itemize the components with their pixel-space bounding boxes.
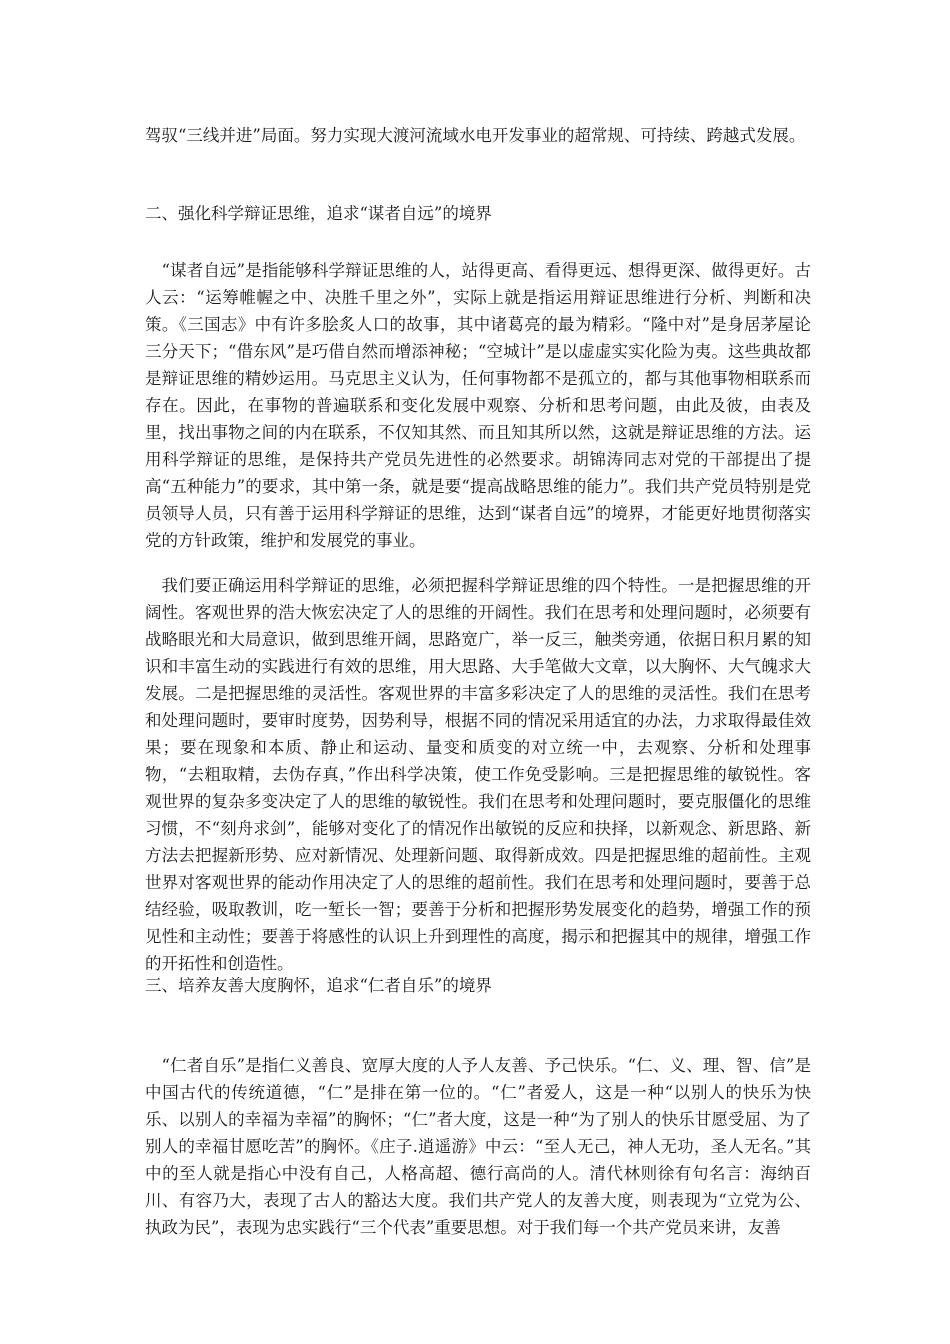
section-3-heading: 三、培养友善大度胸怀，追求“仁者自乐”的境界	[145, 976, 492, 995]
section-3-paragraph-1: “仁者自乐”是指仁义善良、宽厚大度的人予人友善、予己快乐。“仁、义、理、智、信”是中国古代的传统道德，“仁”是排在第一位的。“仁”者爱人，这是一种“以别人的快乐为快乐、以别人的幸福为幸福”的胸怀；“仁”者大度，这是一种“为了别人的快乐甘愿受屈、为了别人的幸福甘愿吃苦”的胸怀。《庄子.逍遥游》中云：“至人无己，神人无功，圣人无名。”其中的至人就是指心中没有自己，人格高超、德行高尚的人。清代林则徐有句名言：海纳百川、有容乃大，表现了古人的豁达大度。我们共产党人的友善大度，则表现为“立党为公、执政为民”，表现为忠实践行“三个代表”重要思想。对于我们每一个共产党员来讲，友善	[145, 1056, 811, 1237]
opening-line: 驾驭“三线并进”局面。努力实现大渡河流域水电开发事业的超常规、可持续、跨越式发展。	[145, 126, 806, 145]
section-2-heading: 二、强化科学辩证思维，追求“谋者自远”的境界	[145, 204, 492, 223]
section-2-paragraph-2: 我们要正确运用科学辩证的思维，必须把握科学辩证思维的四个特性。一是把握思维的开阔性。客观世界的浩大恢宏决定了人的思维的开阔性。我们在思考和处理问题时，必须要有战略眼光和大局意识，做到思维开阔，思路宽广，举一反三，触类旁通，依据日积月累的知识和丰富生动的实践进行有效的思维，用大思路、大手笔做大文章，以大胸怀、大气魄求大发展。二是把握思维的灵活性。客观世界的丰富多彩决定了人的思维的灵活性。我们在思考和处理问题时，要审时度势，因势利导，根据不同的情况采用适宜的办法，力求取得最佳效果；要在现象和本质、静止和运动、量变和质变的对立统一中，去观察、分析和处理事物，“去粗取精，去伪存真，”作出科学决策，使工作免受影响。三是把握思维的敏锐性。客观世界的复杂多变决定了人的思维的敏锐性。我们在思考和处理问题时，要克服僵化的思维习惯，不“刻舟求剑”，能够对变化了的情况作出敏锐的反应和抉择，以新观念、新思路、新方法去把握新形势、应对新情况、处理新问题、取得新成效。四是把握思维的超前性。主观世界对客观世界的能动作用决定了人的思维的超前性。我们在思考和处理问题时，要善于总结经验，吸取教训，吃一堑长一智；要善于分析和把握形势发展变化的趋势，增强工作的预见性和主动性；要善于将感性的认识上升到理性的高度，揭示和把握其中的规律，增强工作的开拓性和创造性。	[145, 576, 811, 973]
section-2-paragraph-1: “谋者自远”是指能够科学辩证思维的人，站得更高、看得更远、想得更深、做得更好。古人云：“运筹帷幄之中、决胜千里之外”，实际上就是指运用辩证思维进行分析、判断和决策。《三国志》中有许多脍炙人口的故事，其中诸葛亮的最为精彩。“隆中对”是身居茅屋论三分天下；“借东风”是巧借自然而增添神秘；“空城计”是以虚虚实实化险为夷。这些典故都是辩证思维的精妙运用。马克思主义认为，任何事物都不是孤立的，都与其他事物相联系而存在。因此，在事物的普遍联系和变化发展中观察、分析和思考问题，由此及彼，由表及里，找出事物之间的内在联系，不仅知其然、而且知其所以然，这就是辩证思维的方法。运用科学辩证的思维，是保持共产党员先进性的必然要求。胡锦涛同志对党的干部提出了提高“五种能力”的要求，其中第一条，就是要“提高战略思维的能力”。我们共产党员特别是党员领导人员，只有善于运用科学辩证的思维，达到“谋者自远”的境界，才能更好地贯彻落实党的方针政策，维护和发展党的事业。	[145, 261, 811, 550]
